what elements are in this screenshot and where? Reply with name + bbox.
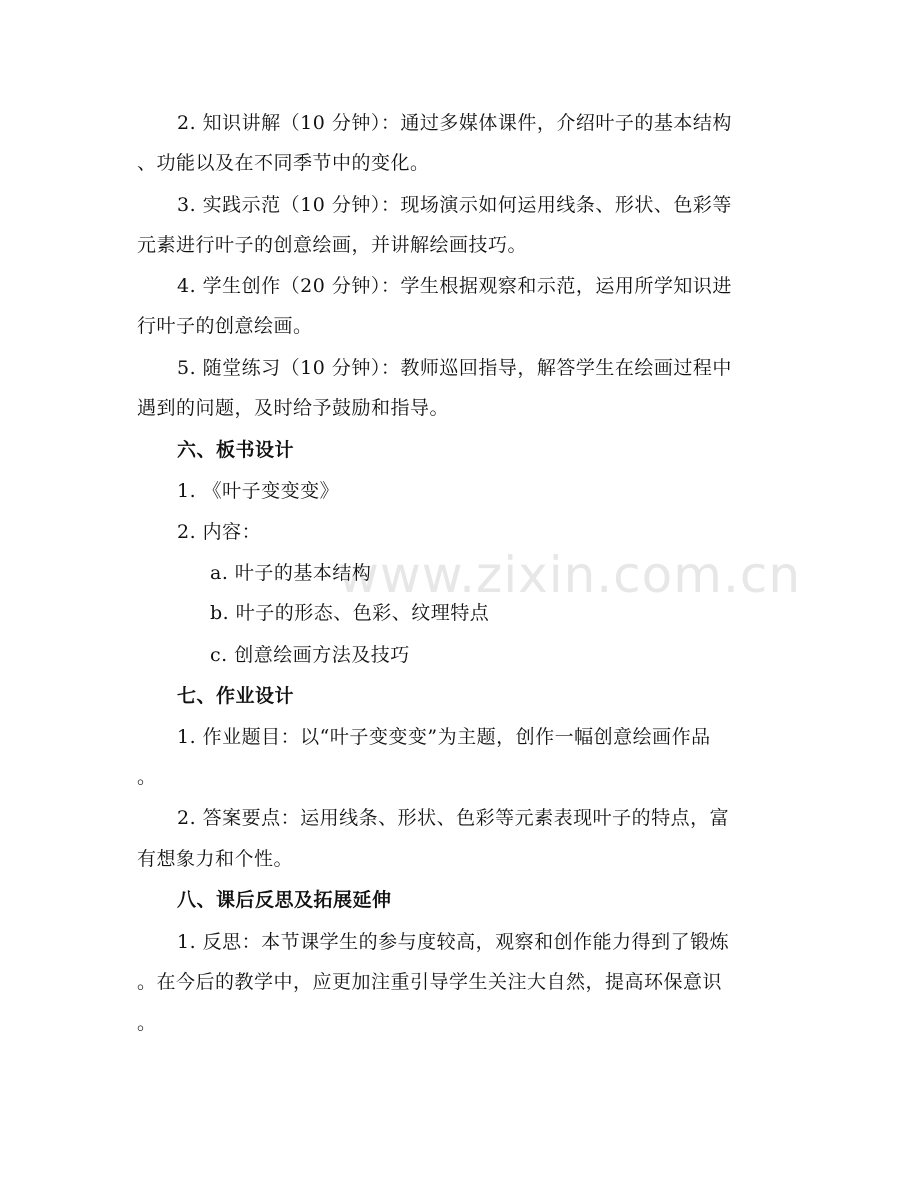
sub-list-item: a. 叶子的基本结构 [210, 562, 372, 584]
paragraph-line: 有想象力和个性。 [137, 848, 294, 870]
paragraph-line: 、功能以及在不同季节中的变化。 [137, 152, 430, 174]
paragraph-line: 2. 答案要点：运用线条、形状、色彩等元素表现叶子的特点，富 [177, 807, 730, 829]
paragraph-line: 5. 随堂练习（10 分钟）：教师巡回指导，解答学生在绘画过程中 [177, 357, 732, 379]
section-heading: 六、板书设计 [177, 439, 295, 461]
paragraph-line: 。 [137, 766, 157, 788]
section-heading: 七、作业设计 [177, 685, 295, 707]
paragraph-line: 3. 实践示范（10 分钟）：现场演示如何运用线条、形状、色彩等 [177, 194, 732, 216]
paragraph-line: 。 [137, 1012, 157, 1034]
watermark: www.zixin.com.cn [338, 546, 802, 604]
sub-list-item: c. 创意绘画方法及技巧 [210, 644, 410, 666]
paragraph-line: 1. 反思：本节课学生的参与度较高，观察和创作能力得到了锻炼 [177, 931, 730, 953]
paragraph-line: 1. 作业题目：以“叶子变变变”为主题，创作一幅创意绘画作品 [177, 726, 711, 748]
paragraph-line: 4. 学生创作（20 分钟）：学生根据观察和示范，运用所学知识进 [177, 275, 732, 297]
paragraph-line: 元素进行叶子的创意绘画，并讲解绘画技巧。 [137, 234, 528, 256]
paragraph-line: 行叶子的创意绘画。 [137, 315, 313, 337]
paragraph-line: 2. 知识讲解（10 分钟）：通过多媒体课件，介绍叶子的基本结构 [177, 112, 732, 134]
section-heading: 八、课后反思及拓展延伸 [177, 889, 392, 911]
list-item: 1. 《叶子变变变》 [177, 480, 340, 502]
sub-list-item: b. 叶子的形态、色彩、纹理特点 [210, 602, 490, 624]
list-item: 2. 内容： [177, 521, 262, 543]
paragraph-line: 。在今后的教学中，应更加注重引导学生关注大自然，提高环保意识 [137, 971, 723, 993]
paragraph-line: 遇到的问题，及时给予鼓励和指导。 [137, 397, 450, 419]
